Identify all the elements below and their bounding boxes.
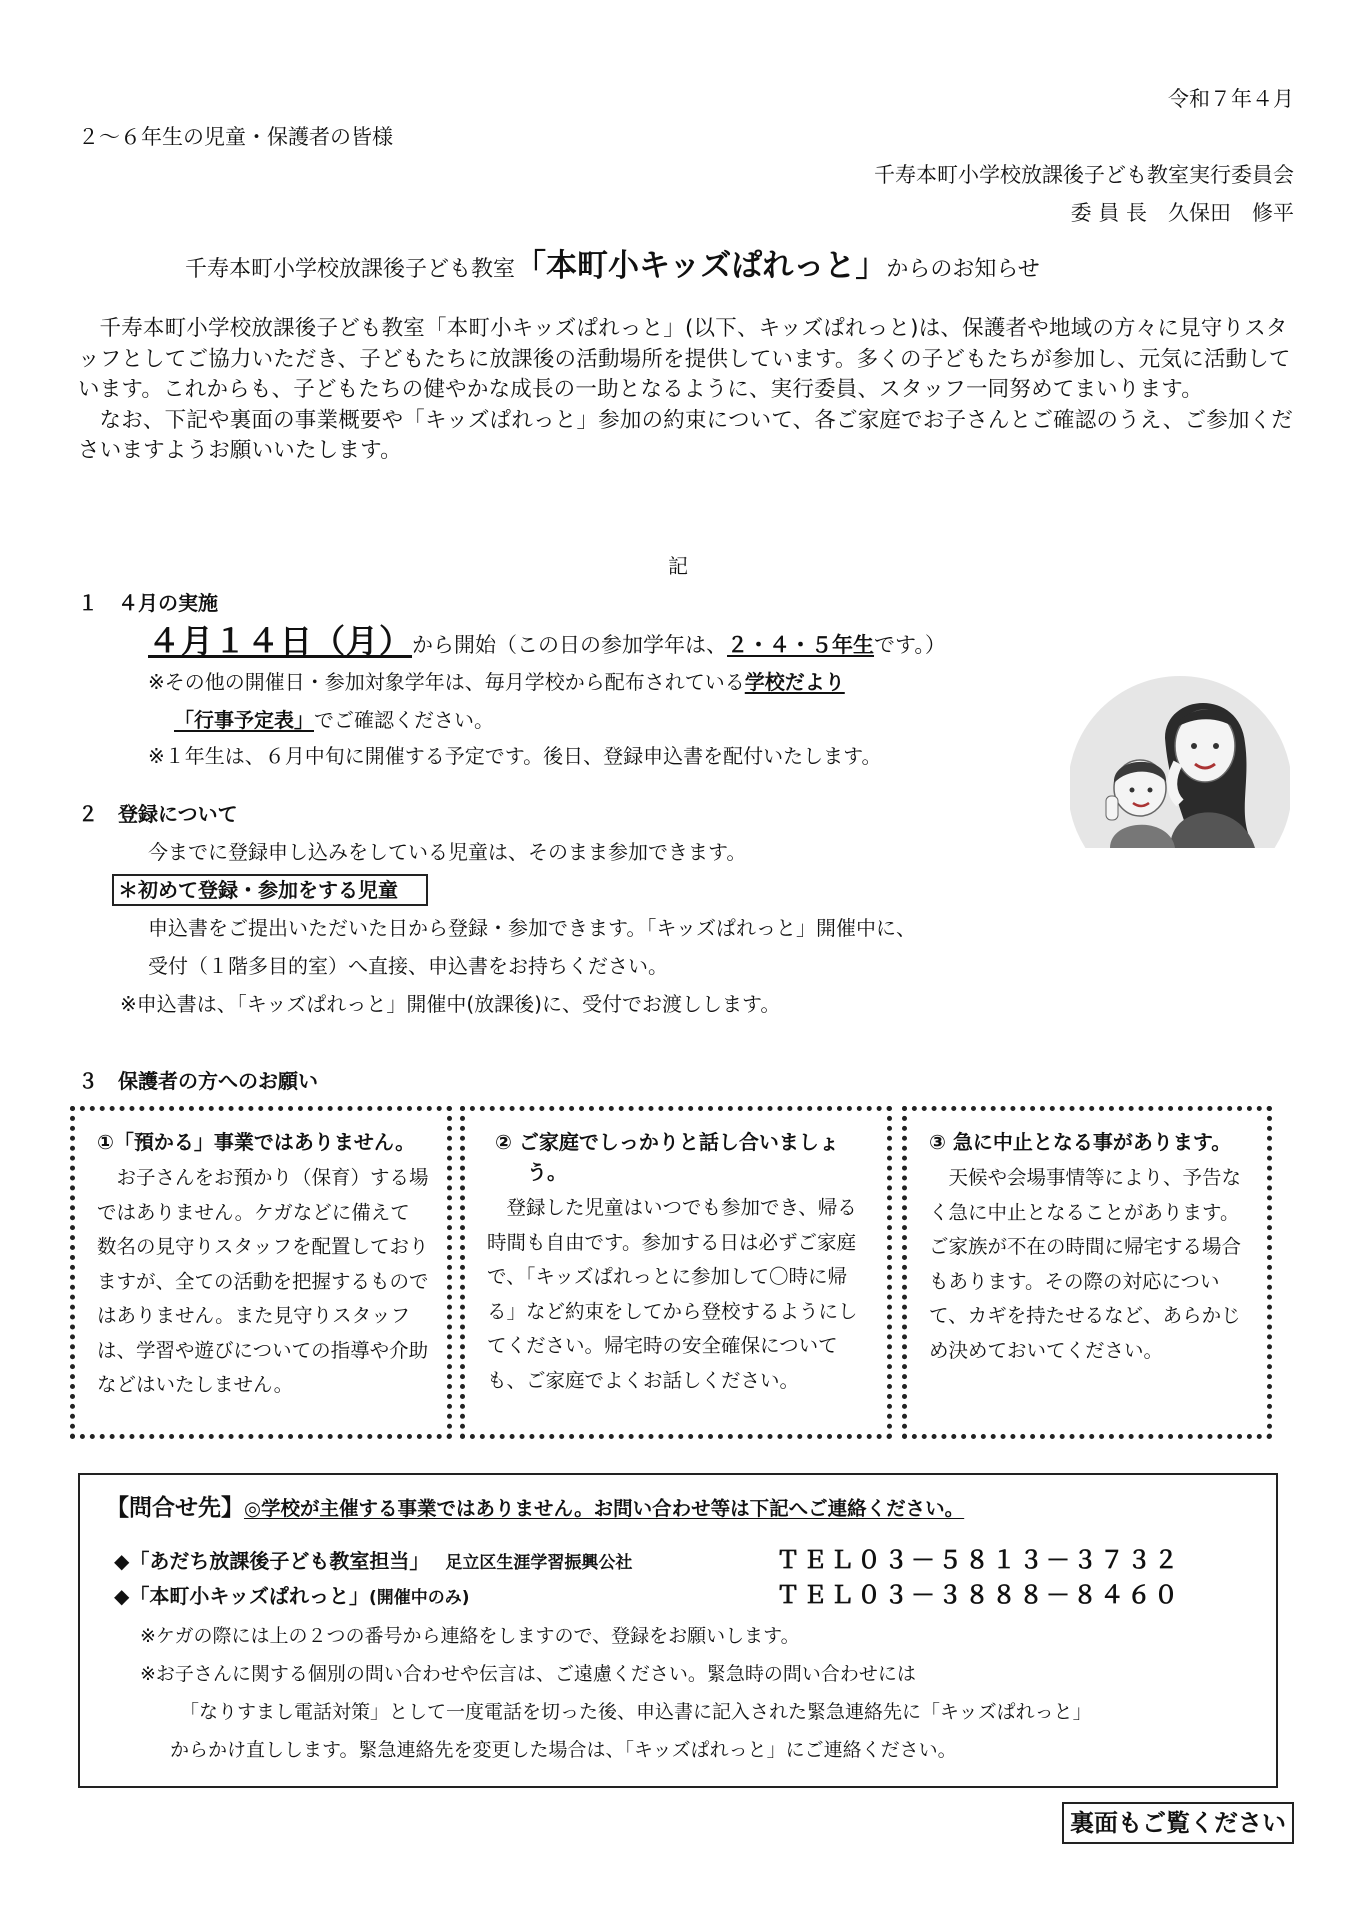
request-box-3-body: 天候や会場事情等により、予告なく急に中止となることがあります。ご家族が不在の時間に帰宅する場合もあります。その際の対応について、カギを持たせるなど、あらかじめ決めておいてください。 [929,1166,1242,1362]
contact-note-1: ※ケガの際には上の２つの番号から連絡をしますので、登録をお願いします。 [140,1625,800,1647]
page-title [185,246,1040,290]
grades: ２・４・５年生 [727,633,875,657]
request-box-1 [70,1106,452,1439]
contact-row-2-org: (開催中のみ) [369,1588,470,1608]
intro-paragraphs [78,314,1300,467]
title-suffix: からのお知らせ [886,257,1040,282]
contact-row-1-org: 足立区生涯学習振興公社 [445,1553,633,1573]
back-page-notice: 裏面もご覧ください [1062,1802,1294,1844]
section1-start-line [148,620,946,666]
section2-line3: 受付（１階多目的室）へ直接、申込書をお持ちください。 [148,954,668,978]
contact-note-2c: からかけ直しします。緊急連絡先を変更した場合は、「キッズぱれっと」にご連絡ください。 [170,1739,957,1761]
addressee: ２～６年生の児童・保護者の皆様 [78,125,393,149]
request-box-2 [460,1106,892,1439]
ki-marker: 記 [668,554,688,578]
section2-heading: ２ 登録について [78,802,238,826]
request-box-3-title: ③ 急に中止となる事があります。 [929,1130,1232,1154]
contact-row-2 [114,1580,470,1614]
document-date: 令和７年４月 [1168,87,1294,111]
request-box-1-body: お子さんをお預かり（保育）する場ではありません。ケガなどに備えて数名の見守りスタッフを配置しておりますが、全ての活動を把握するものではありません。また見守りスタッフは、学習や遊びについての指導や介助などはいたしません。 [97,1166,429,1396]
start-date: ４月１４日（月） [148,622,413,660]
contact-row-2-tel: ＴＥＬ０３－３８８８－８４６０ [776,1581,1181,1609]
contact-row-2-name: 「本町小キッズぱれっと」 [129,1584,369,1608]
contact-row-1-tel: ＴＥＬ０３－５８１３－３７３２ [776,1546,1181,1574]
contact-row-1-name: 「あだち放課後子ども教室担当」 [129,1549,430,1573]
event-schedule-link: 「行事予定表」 [174,708,314,732]
contact-header-line [106,1493,964,1524]
section1-note1-cont [174,706,494,735]
mother-and-child-illustration [1070,668,1290,848]
diamond-bullet-icon: ◆ [114,1584,130,1608]
section3-heading: ３ 保護者の方へのお願い [78,1069,318,1093]
title-main: 「本町小キッズぱれっと」 [515,248,887,284]
committee-chair: 委 員 長 久保田 修平 [1070,201,1294,225]
diamond-bullet-icon: ◆ [114,1549,130,1573]
section1-note2: ※１年生は、６月中旬に開催する予定です。後日、登録申込書を配付いたします。 [148,744,882,768]
contact-note-2a: ※お子さんに関する個別の問い合わせや伝言は、ご遠慮ください。緊急時の問い合わせには [140,1663,916,1685]
section1-note1 [148,668,845,697]
note1-post: でご確認ください。 [314,708,494,732]
intro-paragraph-1: 千寿本町小学校放課後子ども教室「本町小キッズぱれっと」(以下、キッズぱれっと)は、保護者や地域の方々に見守りスタッフとしてご協力いただき、子どもたちに放課後の活動場所を提供しています。多くの子どもたちが参加し、元気に活動しています。これからも、子どもたちの健やかな成長の一助となるように、実行委員、スタッフ一同努めてまいります。 [78,316,1291,402]
title-prefix: 千寿本町小学校放課後子ども教室 [185,257,516,282]
section2-line2: 申込書をご提出いただいた日から登録・参加できます。「キッズぱれっと」開催中に、 [148,916,916,940]
note1-text: ※その他の開催日・参加対象学年は、毎月学校から配布されている [148,670,745,694]
contact-row-1 [114,1545,632,1579]
request-box-2-body: 登録した児童はいつでも参加でき、帰る時間も自由です。参加する日は必ずご家庭で、「キッズぱれっとに参加して〇時に帰る」など約束をしてから登校するようにしてください。帰宅時の安全確保についても、ご家庭でよくお話しください。 [487,1196,858,1392]
intro-paragraph-2: なお、下記や裏面の事業概要や「キッズぱれっと」参加の約束について、各ご家庭でお子さんとご確認のうえ、ご参加くださいますようお願いいたします。 [78,407,1294,463]
illustration-icon [1070,668,1290,848]
grades-suffix: です。） [874,633,946,657]
request-box-2-title: ② ご家庭でしっかりと話し合いましょう。 [495,1130,839,1184]
contact-box [78,1473,1278,1788]
section1-heading: １ ４月の実施 [78,591,218,615]
contact-notice: ◎学校が主催する事業ではありません。お問い合わせ等は下記へご連絡ください。 [244,1497,965,1520]
request-box-1-title: ①「預かる」事業ではありません。 [97,1130,416,1154]
section2-line1: 今までに登録申し込みをしている児童は、そのまま参加できます。 [148,840,747,864]
contact-label: 【問合せ先】 [106,1495,244,1521]
first-time-label: ＊初めて登録・参加をする児童 [112,874,428,906]
school-newsletter-link: 学校だより [744,670,845,694]
contact-note-2b: 「なりすまし電話対策」として一度電話を切った後、申込書に記入された緊急連絡先に「キッズぱれっと」 [180,1701,1092,1723]
start-text: から開始（この日の参加学年は、 [412,633,728,657]
organization-name: 千寿本町小学校放課後子ども教室実行委員会 [874,163,1294,187]
section2-line4: ※申込書は、「キッズぱれっと」開催中(放課後)に、受付でお渡しします。 [120,992,781,1016]
request-box-3 [902,1106,1272,1439]
